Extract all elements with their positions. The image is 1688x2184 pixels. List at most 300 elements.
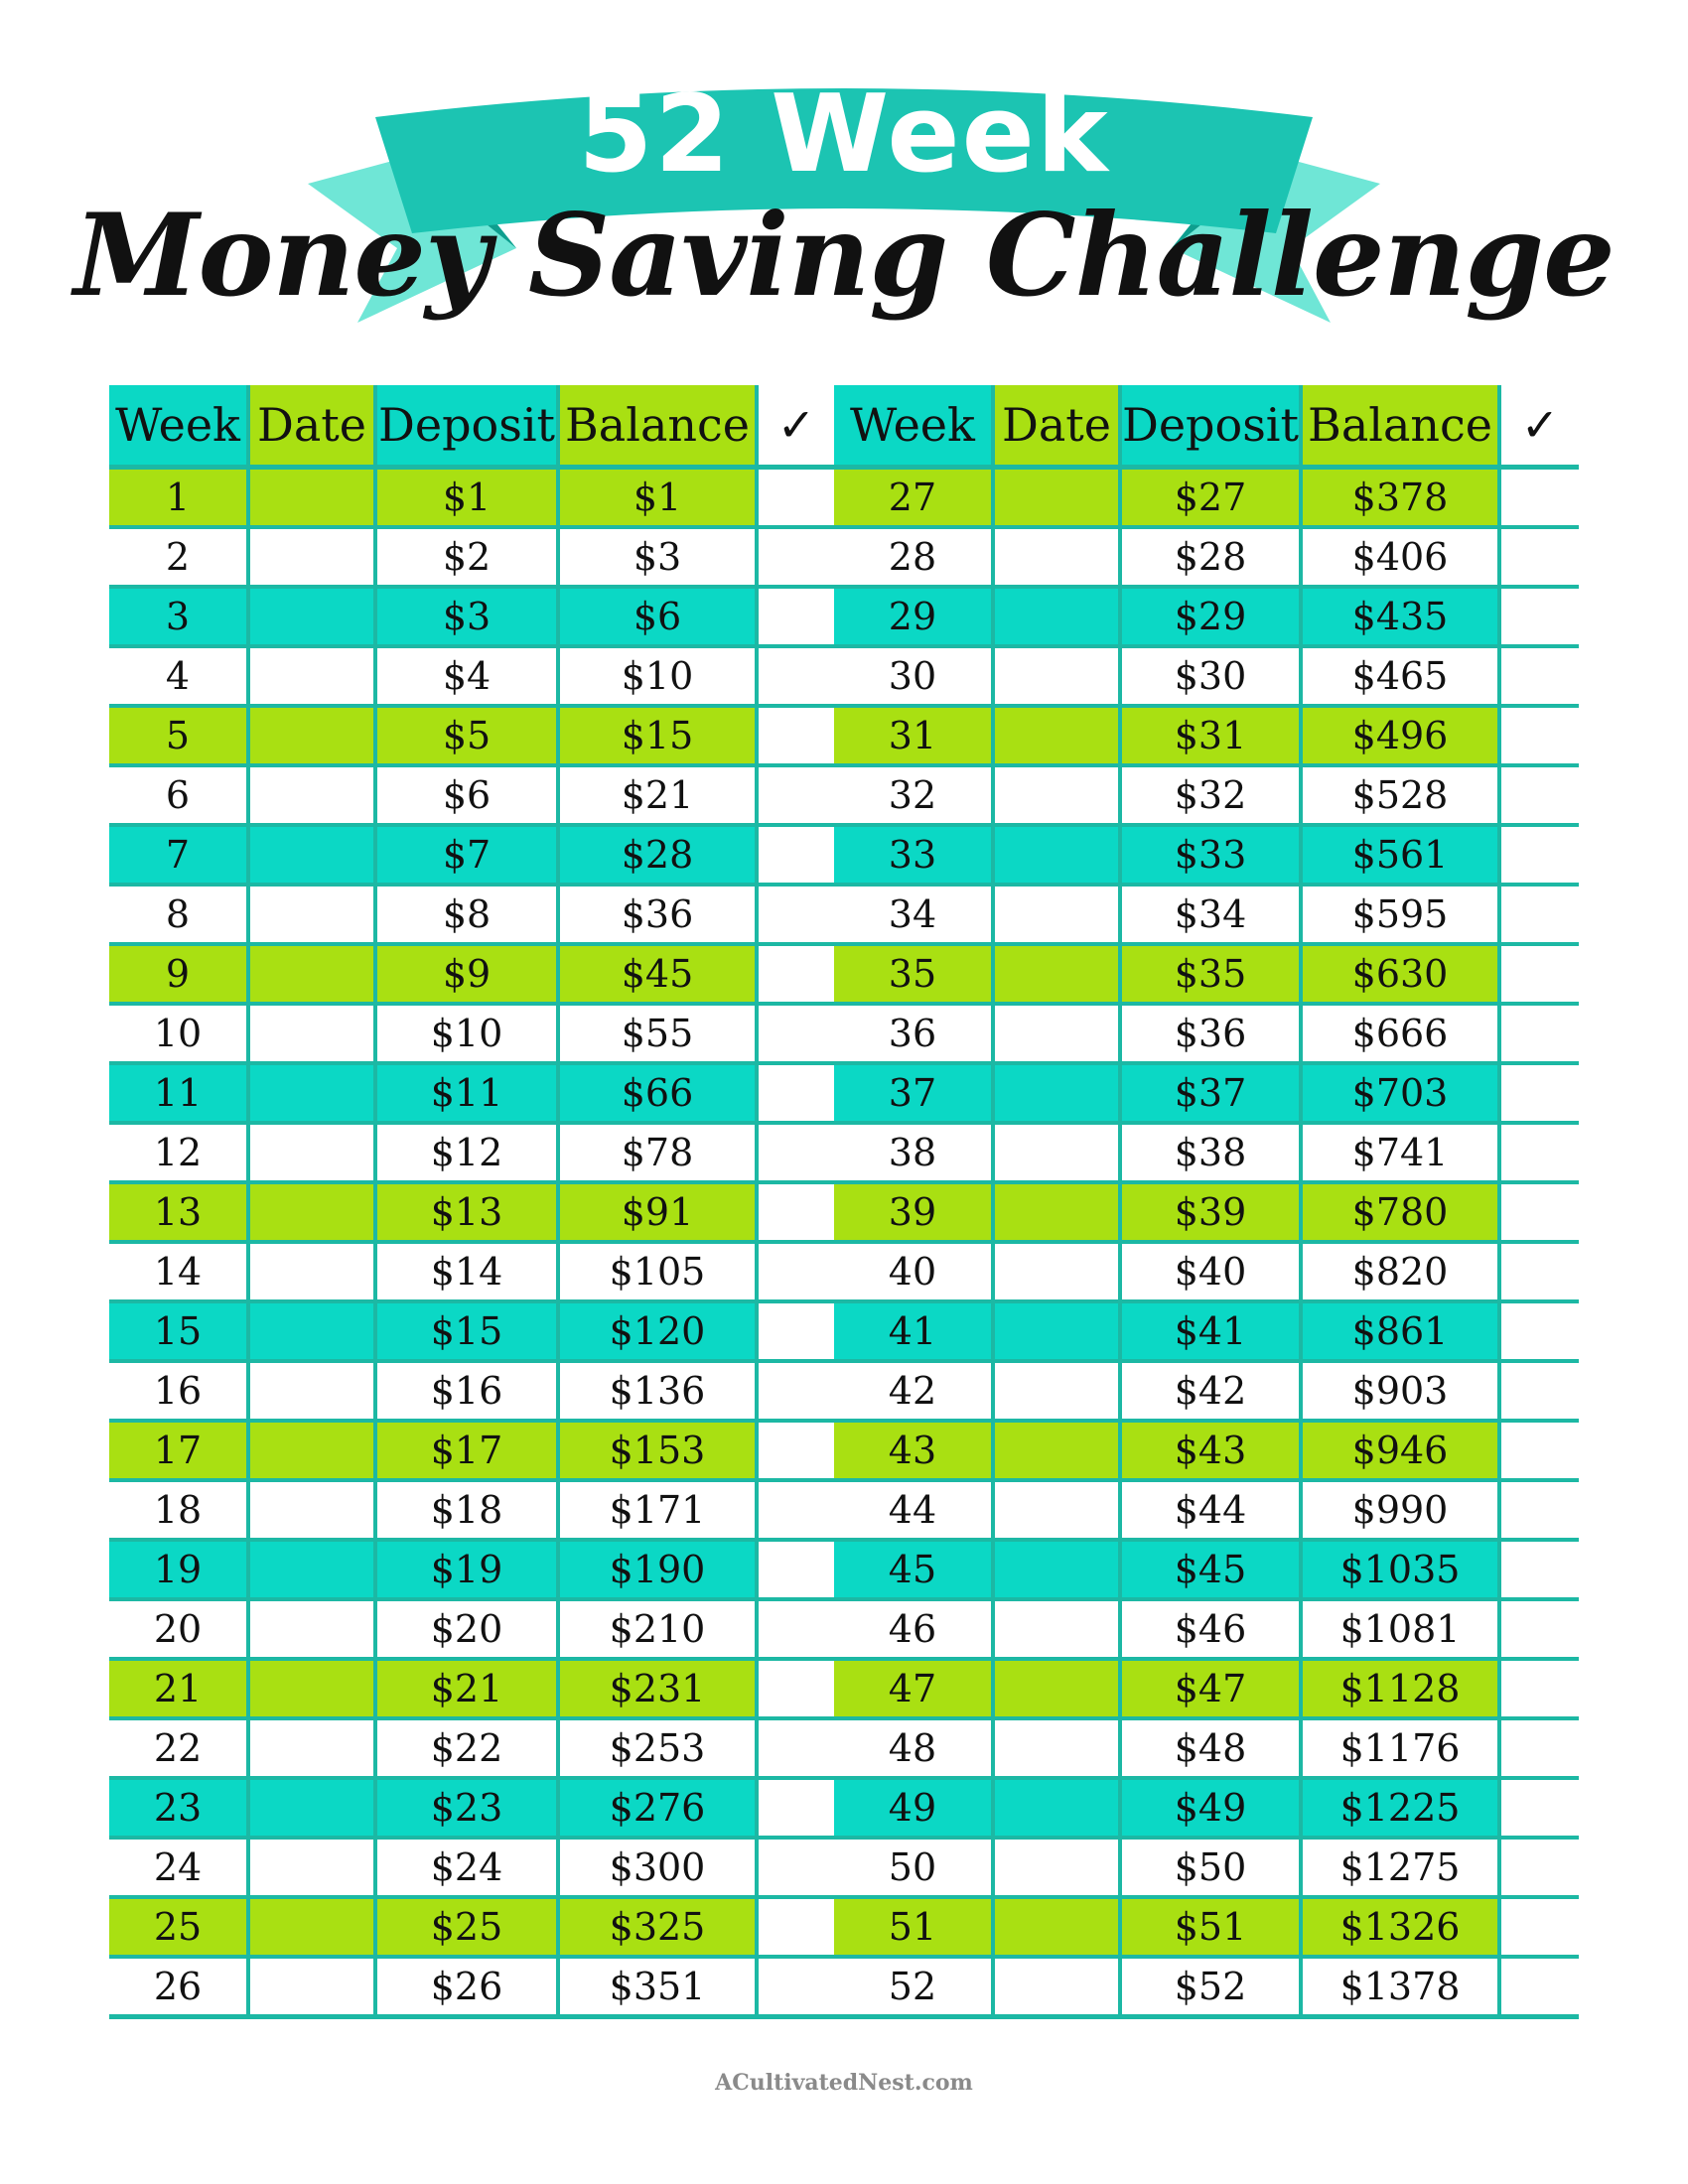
- balance-cell: $325: [558, 1897, 757, 1957]
- balance-cell: $465: [1301, 646, 1499, 706]
- date-cell[interactable]: [993, 944, 1120, 1004]
- table-row: [109, 1659, 834, 1718]
- table-row: [834, 1838, 1579, 1897]
- deposit-cell: $43: [1120, 1421, 1301, 1480]
- check-cell[interactable]: [1499, 468, 1579, 528]
- date-cell[interactable]: [248, 944, 375, 1004]
- date-cell[interactable]: [993, 1063, 1120, 1123]
- column-header-date: Date: [993, 385, 1120, 468]
- check-cell[interactable]: [1499, 1480, 1579, 1540]
- table-row: [109, 1123, 834, 1182]
- check-cell[interactable]: [757, 1242, 834, 1301]
- deposit-cell: $36: [1120, 1004, 1301, 1063]
- column-header-deposit: Deposit: [375, 385, 558, 468]
- check-cell[interactable]: [757, 1838, 834, 1897]
- deposit-cell: $49: [1120, 1778, 1301, 1838]
- check-cell[interactable]: [1499, 1957, 1579, 2017]
- check-cell[interactable]: [1499, 587, 1579, 646]
- balance-cell: $946: [1301, 1421, 1499, 1480]
- check-cell[interactable]: [757, 1301, 834, 1361]
- table-row: [109, 706, 834, 765]
- deposit-cell: $14: [375, 1242, 558, 1301]
- check-cell[interactable]: [757, 468, 834, 528]
- table-row: [834, 765, 1579, 825]
- balance-cell: $1225: [1301, 1778, 1499, 1838]
- week-cell: 19: [109, 1540, 248, 1599]
- deposit-cell: $37: [1120, 1063, 1301, 1123]
- table-row: [109, 1063, 834, 1123]
- check-cell[interactable]: [1499, 1421, 1579, 1480]
- balance-cell: $136: [558, 1361, 757, 1421]
- check-cell[interactable]: [757, 1659, 834, 1718]
- table-row: [109, 527, 834, 587]
- check-cell[interactable]: [1499, 1778, 1579, 1838]
- balance-cell: $91: [558, 1182, 757, 1242]
- week-cell: 6: [109, 765, 248, 825]
- date-cell[interactable]: [248, 1659, 375, 1718]
- deposit-cell: $18: [375, 1480, 558, 1540]
- deposit-cell: $9: [375, 944, 558, 1004]
- footer-site-credit: ACultivatedNest.com: [715, 2070, 973, 2096]
- week-cell: 3: [109, 587, 248, 646]
- date-cell[interactable]: [248, 1123, 375, 1182]
- table-row: [109, 1480, 834, 1540]
- check-cell[interactable]: [1499, 706, 1579, 765]
- date-cell[interactable]: [993, 1421, 1120, 1480]
- table-row: [834, 1421, 1579, 1480]
- check-cell[interactable]: [757, 1480, 834, 1540]
- balance-cell: $990: [1301, 1480, 1499, 1540]
- week-cell: 36: [834, 1004, 993, 1063]
- deposit-cell: $4: [375, 646, 558, 706]
- table-row: [834, 944, 1579, 1004]
- balance-cell: $55: [558, 1004, 757, 1063]
- column-header-balance: Balance: [1301, 385, 1499, 468]
- date-cell[interactable]: [248, 1897, 375, 1957]
- check-cell[interactable]: [757, 885, 834, 944]
- date-cell[interactable]: [248, 1063, 375, 1123]
- balance-cell: $903: [1301, 1361, 1499, 1421]
- check-cell[interactable]: [757, 825, 834, 885]
- deposit-cell: $38: [1120, 1123, 1301, 1182]
- date-cell[interactable]: [993, 1361, 1120, 1421]
- date-cell[interactable]: [993, 527, 1120, 587]
- check-cell[interactable]: [757, 765, 834, 825]
- week-cell: 47: [834, 1659, 993, 1718]
- week-cell: 45: [834, 1540, 993, 1599]
- balance-cell: $231: [558, 1659, 757, 1718]
- deposit-cell: $27: [1120, 468, 1301, 528]
- date-cell[interactable]: [993, 1182, 1120, 1242]
- balance-cell: $28: [558, 825, 757, 885]
- balance-cell: $861: [1301, 1301, 1499, 1361]
- check-cell[interactable]: [757, 1718, 834, 1778]
- week-cell: 10: [109, 1004, 248, 1063]
- balance-cell: $496: [1301, 706, 1499, 765]
- check-cell[interactable]: [757, 706, 834, 765]
- check-cell[interactable]: [1499, 1838, 1579, 1897]
- balance-cell: $1: [558, 468, 757, 528]
- check-cell[interactable]: [757, 1599, 834, 1659]
- week-cell: 31: [834, 706, 993, 765]
- week-cell: 42: [834, 1361, 993, 1421]
- deposit-cell: $22: [375, 1718, 558, 1778]
- check-cell[interactable]: [757, 1182, 834, 1242]
- date-cell[interactable]: [248, 1242, 375, 1301]
- table-row: [109, 944, 834, 1004]
- balance-cell: $21: [558, 765, 757, 825]
- column-header-week: Week: [109, 385, 248, 468]
- table-row: [834, 1718, 1579, 1778]
- table-row: [109, 1301, 834, 1361]
- week-cell: 46: [834, 1599, 993, 1659]
- balance-cell: $666: [1301, 1004, 1499, 1063]
- week-cell: 8: [109, 885, 248, 944]
- date-cell[interactable]: [993, 885, 1120, 944]
- deposit-cell: $24: [375, 1838, 558, 1897]
- table-row: [109, 468, 834, 528]
- table-row: [834, 1480, 1579, 1540]
- date-cell[interactable]: [248, 1718, 375, 1778]
- table-row: [834, 1778, 1579, 1838]
- table-row: [109, 646, 834, 706]
- week-cell: 2: [109, 527, 248, 587]
- deposit-cell: $30: [1120, 646, 1301, 706]
- balance-cell: $351: [558, 1957, 757, 2017]
- balance-cell: $253: [558, 1718, 757, 1778]
- week-cell: 26: [109, 1957, 248, 2017]
- balance-cell: $153: [558, 1421, 757, 1480]
- balance-cell: $1275: [1301, 1838, 1499, 1897]
- date-cell[interactable]: [993, 1659, 1120, 1718]
- week-cell: 40: [834, 1242, 993, 1301]
- check-cell[interactable]: [757, 1004, 834, 1063]
- table-row: [834, 587, 1579, 646]
- check-cell[interactable]: [1499, 885, 1579, 944]
- table-row: [834, 646, 1579, 706]
- table-row: [109, 1718, 834, 1778]
- week-cell: 18: [109, 1480, 248, 1540]
- table-row: [109, 1897, 834, 1957]
- deposit-cell: $21: [375, 1659, 558, 1718]
- check-cell[interactable]: [757, 1361, 834, 1421]
- table-row: [109, 1242, 834, 1301]
- week-cell: 52: [834, 1957, 993, 2017]
- deposit-cell: $51: [1120, 1897, 1301, 1957]
- balance-cell: $1128: [1301, 1659, 1499, 1718]
- check-cell[interactable]: [1499, 1659, 1579, 1718]
- balance-cell: $300: [558, 1838, 757, 1897]
- deposit-cell: $25: [375, 1897, 558, 1957]
- table-row: [109, 1540, 834, 1599]
- deposit-cell: $48: [1120, 1718, 1301, 1778]
- balance-cell: $528: [1301, 765, 1499, 825]
- table-header-row: [109, 385, 834, 468]
- table-row: [109, 1182, 834, 1242]
- balance-cell: $1176: [1301, 1718, 1499, 1778]
- check-cell[interactable]: [1499, 1004, 1579, 1063]
- table-row: [109, 1004, 834, 1063]
- balance-cell: $78: [558, 1123, 757, 1182]
- week-cell: 39: [834, 1182, 993, 1242]
- date-cell[interactable]: [993, 1480, 1120, 1540]
- deposit-cell: $34: [1120, 885, 1301, 944]
- deposit-cell: $13: [375, 1182, 558, 1242]
- week-cell: 49: [834, 1778, 993, 1838]
- check-cell[interactable]: [757, 527, 834, 587]
- check-cell[interactable]: [757, 1778, 834, 1838]
- deposit-cell: $20: [375, 1599, 558, 1659]
- right-savings-table: [834, 385, 1579, 2019]
- check-cell[interactable]: [1499, 1897, 1579, 1957]
- week-cell: 15: [109, 1301, 248, 1361]
- deposit-cell: $5: [375, 706, 558, 765]
- date-cell[interactable]: [248, 1301, 375, 1361]
- week-cell: 14: [109, 1242, 248, 1301]
- column-header-balance: Balance: [558, 385, 757, 468]
- check-cell[interactable]: [1499, 527, 1579, 587]
- page-title: Money Saving Challenge: [73, 189, 1615, 322]
- week-cell: 24: [109, 1838, 248, 1897]
- week-cell: 50: [834, 1838, 993, 1897]
- check-cell[interactable]: [1499, 1718, 1579, 1778]
- balance-cell: $1326: [1301, 1897, 1499, 1957]
- balance-cell: $171: [558, 1480, 757, 1540]
- date-cell[interactable]: [248, 527, 375, 587]
- date-cell[interactable]: [248, 1004, 375, 1063]
- date-cell[interactable]: [248, 765, 375, 825]
- deposit-cell: $45: [1120, 1540, 1301, 1599]
- header: [0, 0, 1688, 377]
- table-row: [109, 885, 834, 944]
- week-cell: 29: [834, 587, 993, 646]
- balance-cell: $3: [558, 527, 757, 587]
- check-cell[interactable]: [757, 1897, 834, 1957]
- week-cell: 32: [834, 765, 993, 825]
- deposit-cell: $16: [375, 1361, 558, 1421]
- date-cell[interactable]: [993, 825, 1120, 885]
- balance-cell: $741: [1301, 1123, 1499, 1182]
- check-cell[interactable]: [1499, 825, 1579, 885]
- date-cell[interactable]: [993, 1540, 1120, 1599]
- date-cell[interactable]: [993, 1957, 1120, 2017]
- week-cell: 21: [109, 1659, 248, 1718]
- week-cell: 7: [109, 825, 248, 885]
- check-cell[interactable]: [757, 1957, 834, 2017]
- table-row: [834, 1659, 1579, 1718]
- table-row: [834, 1242, 1579, 1301]
- table-row: [109, 587, 834, 646]
- table-row: [109, 1599, 834, 1659]
- table-row: [834, 1063, 1579, 1123]
- date-cell[interactable]: [993, 1778, 1120, 1838]
- week-cell: 44: [834, 1480, 993, 1540]
- date-cell[interactable]: [993, 1123, 1120, 1182]
- deposit-cell: $29: [1120, 587, 1301, 646]
- table-row: [834, 527, 1579, 587]
- date-cell[interactable]: [248, 1957, 375, 2017]
- table-row: [109, 1421, 834, 1480]
- deposit-cell: $15: [375, 1301, 558, 1361]
- check-cell[interactable]: [1499, 1540, 1579, 1599]
- check-cell[interactable]: [757, 1123, 834, 1182]
- date-cell[interactable]: [248, 1361, 375, 1421]
- deposit-cell: $19: [375, 1540, 558, 1599]
- date-cell[interactable]: [248, 1778, 375, 1838]
- date-cell[interactable]: [248, 468, 375, 528]
- column-header-date: Date: [248, 385, 375, 468]
- table-row: [834, 706, 1579, 765]
- balance-cell: $435: [1301, 587, 1499, 646]
- banner-title: 52 Week: [578, 72, 1110, 197]
- deposit-cell: $10: [375, 1004, 558, 1063]
- balance-cell: $780: [1301, 1182, 1499, 1242]
- date-cell[interactable]: [993, 1718, 1120, 1778]
- check-cell[interactable]: [1499, 1301, 1579, 1361]
- date-cell[interactable]: [993, 1838, 1120, 1897]
- date-cell[interactable]: [993, 1301, 1120, 1361]
- week-cell: 43: [834, 1421, 993, 1480]
- deposit-cell: $1: [375, 468, 558, 528]
- date-cell[interactable]: [248, 1421, 375, 1480]
- date-cell[interactable]: [993, 1897, 1120, 1957]
- week-cell: 9: [109, 944, 248, 1004]
- balance-cell: $190: [558, 1540, 757, 1599]
- date-cell[interactable]: [993, 706, 1120, 765]
- date-cell[interactable]: [993, 1599, 1120, 1659]
- deposit-cell: $41: [1120, 1301, 1301, 1361]
- date-cell[interactable]: [248, 1599, 375, 1659]
- week-cell: 38: [834, 1123, 993, 1182]
- deposit-cell: $6: [375, 765, 558, 825]
- check-cell[interactable]: [757, 587, 834, 646]
- check-cell[interactable]: [757, 646, 834, 706]
- balance-cell: $36: [558, 885, 757, 944]
- week-cell: 11: [109, 1063, 248, 1123]
- balance-cell: $406: [1301, 527, 1499, 587]
- balance-cell: $210: [558, 1599, 757, 1659]
- check-cell[interactable]: [1499, 646, 1579, 706]
- table-row: [834, 825, 1579, 885]
- date-cell[interactable]: [993, 1242, 1120, 1301]
- balance-cell: $1081: [1301, 1599, 1499, 1659]
- balance-cell: $561: [1301, 825, 1499, 885]
- balance-cell: $66: [558, 1063, 757, 1123]
- balance-cell: $1378: [1301, 1957, 1499, 2017]
- week-cell: 1: [109, 468, 248, 528]
- table-row: [109, 1778, 834, 1838]
- table-row: [834, 1361, 1579, 1421]
- table-row: [834, 1182, 1579, 1242]
- deposit-cell: $40: [1120, 1242, 1301, 1301]
- check-cell[interactable]: [1499, 1063, 1579, 1123]
- table-row: [834, 1301, 1579, 1361]
- table-row: [834, 1004, 1579, 1063]
- table-row: [109, 1957, 834, 2017]
- column-header-check: ✓: [757, 385, 834, 468]
- column-header-deposit: Deposit: [1120, 385, 1301, 468]
- date-cell[interactable]: [248, 825, 375, 885]
- check-cell[interactable]: [757, 1540, 834, 1599]
- week-cell: 35: [834, 944, 993, 1004]
- week-cell: 5: [109, 706, 248, 765]
- balance-cell: $630: [1301, 944, 1499, 1004]
- date-cell[interactable]: [248, 1480, 375, 1540]
- check-cell[interactable]: [1499, 1123, 1579, 1182]
- deposit-cell: $39: [1120, 1182, 1301, 1242]
- table-row: [834, 1897, 1579, 1957]
- week-cell: 4: [109, 646, 248, 706]
- check-cell[interactable]: [1499, 1361, 1579, 1421]
- check-cell[interactable]: [1499, 1242, 1579, 1301]
- date-cell[interactable]: [248, 1540, 375, 1599]
- deposit-cell: $17: [375, 1421, 558, 1480]
- check-cell[interactable]: [1499, 765, 1579, 825]
- date-cell[interactable]: [248, 646, 375, 706]
- check-cell[interactable]: [757, 1063, 834, 1123]
- week-cell: 30: [834, 646, 993, 706]
- table-row: [109, 1361, 834, 1421]
- week-cell: 28: [834, 527, 993, 587]
- week-cell: 22: [109, 1718, 248, 1778]
- balance-cell: $595: [1301, 885, 1499, 944]
- week-cell: 33: [834, 825, 993, 885]
- right-table-body: [834, 468, 1579, 2017]
- balance-cell: $15: [558, 706, 757, 765]
- date-cell[interactable]: [248, 1182, 375, 1242]
- deposit-cell: $46: [1120, 1599, 1301, 1659]
- week-cell: 20: [109, 1599, 248, 1659]
- balance-cell: $105: [558, 1242, 757, 1301]
- date-cell[interactable]: [248, 1838, 375, 1897]
- table-row: [834, 885, 1579, 944]
- week-cell: 17: [109, 1421, 248, 1480]
- date-cell[interactable]: [248, 706, 375, 765]
- deposit-cell: $11: [375, 1063, 558, 1123]
- balance-cell: $45: [558, 944, 757, 1004]
- date-cell[interactable]: [993, 646, 1120, 706]
- table-row: [834, 468, 1579, 528]
- week-cell: 23: [109, 1778, 248, 1838]
- table-row: [834, 1599, 1579, 1659]
- date-cell[interactable]: [993, 1004, 1120, 1063]
- week-cell: 34: [834, 885, 993, 944]
- deposit-cell: $31: [1120, 706, 1301, 765]
- deposit-cell: $7: [375, 825, 558, 885]
- deposit-cell: $23: [375, 1778, 558, 1838]
- deposit-cell: $35: [1120, 944, 1301, 1004]
- table-row: [109, 825, 834, 885]
- date-cell[interactable]: [248, 587, 375, 646]
- check-cell[interactable]: [1499, 1599, 1579, 1659]
- balance-cell: $10: [558, 646, 757, 706]
- balance-cell: $276: [558, 1778, 757, 1838]
- deposit-cell: $3: [375, 587, 558, 646]
- week-cell: 51: [834, 1897, 993, 1957]
- deposit-cell: $8: [375, 885, 558, 944]
- check-cell[interactable]: [757, 1421, 834, 1480]
- date-cell[interactable]: [993, 587, 1120, 646]
- check-cell[interactable]: [1499, 1182, 1579, 1242]
- deposit-cell: $26: [375, 1957, 558, 2017]
- date-cell[interactable]: [993, 765, 1120, 825]
- date-cell[interactable]: [248, 885, 375, 944]
- table-header-row: [834, 385, 1579, 468]
- check-cell[interactable]: [1499, 944, 1579, 1004]
- check-cell[interactable]: [757, 944, 834, 1004]
- week-cell: 25: [109, 1897, 248, 1957]
- date-cell[interactable]: [993, 468, 1120, 528]
